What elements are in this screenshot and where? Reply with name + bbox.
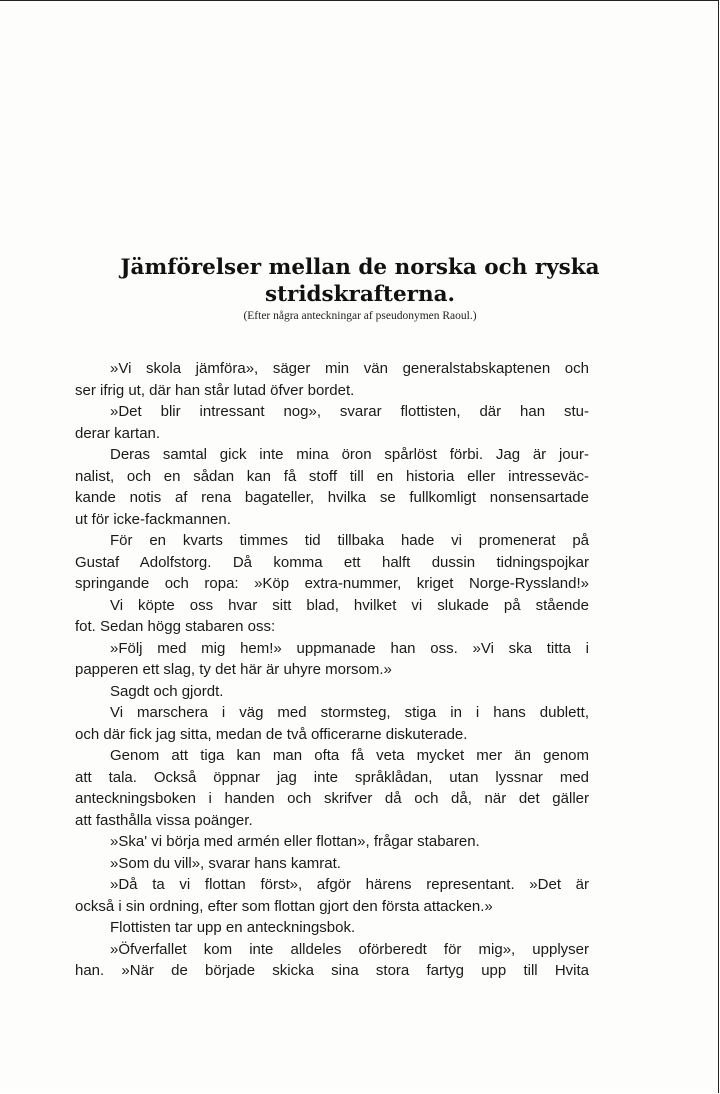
text-line: »Vi skola jämföra», säger min vän generalstabskaptenen och	[110, 360, 589, 377]
article-body	[75, 358, 589, 982]
text-line: nalist, och en sådan kan få stoff till en historia eller intresseväc-	[75, 467, 589, 485]
text-line: att tala. Också öppnar jag inte språklådan, utan lyssnar med	[75, 768, 589, 786]
article-title-line-2: stridskrafterna.	[264, 282, 456, 307]
text-line: Gustaf Adolfstorg. Då komma ett halft dussin tidningspojkar	[75, 553, 589, 571]
text-line: »Det blir intressant nog», svarar flottisten, där han stu-	[110, 403, 589, 420]
text-line: anteckningsboken i handen och skrifver då och då, när det gäller	[75, 790, 589, 807]
text-line: kande notis af rena bagateller, hvilka se fullkomligt nonsensartade	[75, 489, 589, 506]
text-line: derar kartan.	[75, 424, 161, 442]
article-subtitle: (Efter några anteckningar af pseudonymen Raoul.)	[243, 310, 477, 322]
text-line: han. »När de började skicka sina stora fartyg upp till Hvita	[75, 962, 589, 979]
text-line: ser ifrig ut, där han står lutad öfver bordet.	[75, 381, 355, 399]
text-line: ut för icke-fackmannen.	[75, 510, 231, 528]
text-line: För en kvarts timmes tid tillbaka hade vi promenerat på	[110, 532, 589, 549]
text-line: Deras samtal gick inte mina öron spårlöst förbi. Jag är jour-	[110, 446, 589, 463]
text-line: fot. Sedan högg stabaren oss:	[75, 618, 276, 635]
text-line: Flottisten tar upp en anteckningsbok.	[110, 919, 356, 936]
text-line: »Ska' vi börja med armén eller flottan», frågar stabaren.	[110, 833, 480, 850]
text-line: »Öfverfallet kom inte alldeles oförberedt för mig», upplyser	[110, 940, 589, 958]
text-line: Vi köpte oss hvar sitt blad, hvilket vi slukade på stående	[110, 596, 589, 614]
text-line: springande och ropa: »Köp extra-nummer, kriget Norge-Ryssland!»	[75, 575, 589, 592]
text-line: »Då ta vi flottan först», afgör härens representant. »Det är	[110, 876, 589, 893]
text-line: Sagdt och gjordt.	[110, 682, 224, 700]
article-title-line-1: Jämförelser mellan de norska och ryska	[120, 255, 600, 280]
text-line: papperen ett slag, ty det här är uhyre morsom.»	[75, 661, 392, 678]
text-line: och där fick jag sitta, medan de två officerarne diskuterade.	[75, 725, 468, 743]
text-line: Vi marschera i väg med stormsteg, stiga in i hans dublett,	[110, 704, 589, 721]
text-line: »Som du vill», svarar hans kamrat.	[110, 854, 341, 872]
text-line: Genom att tiga kan man ofta få veta mycket mer än genom	[110, 747, 589, 764]
text-line: också i sin ordning, efter som flottan gjort den första attacken.»	[75, 897, 493, 915]
text-line: »Följ med mig hem!» uppmanade han oss. »Vi ska titta i	[110, 639, 589, 657]
text-line: att fasthålla vissa poänger.	[75, 811, 253, 829]
